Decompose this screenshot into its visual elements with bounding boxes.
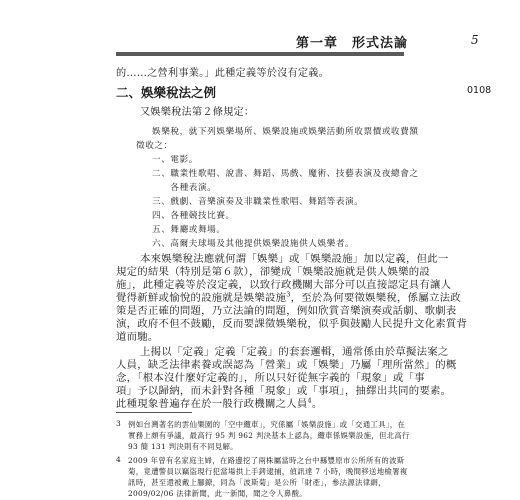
paragraph-line: 項」予以歸納，而未針對各種「現象」或「事項」，抽繹出共同的要素。 <box>116 385 452 397</box>
footnote-line: 菊，竟遭警員以竊盜現行犯當場拱上手銬逮捕，偵訊達 7 小時，晚間移送地檢署複 <box>128 467 408 476</box>
quote-line: 徵收之： <box>136 141 173 151</box>
section-title: 二、娛樂稅法之例 <box>116 85 217 100</box>
quote-line: 一、電影。 <box>152 155 198 165</box>
quote-line: 各種表演。 <box>152 183 217 193</box>
footnote-ref: 3 <box>286 290 291 299</box>
quote-line: 三、戲劇、音樂演奏及非職業性歌唱、舞蹈等表演。 <box>152 197 364 207</box>
paragraph-line: 規定的結果（特別是第６款），卻變成「娛樂設施就是供人娛樂的設 <box>116 266 431 278</box>
paragraph-text: 此種現象普遍存在於一般行政機關之人員 <box>116 398 308 410</box>
footnote-number: 3 <box>116 419 122 428</box>
section-number: 0108 <box>467 85 492 96</box>
paragraph-line: 人員，缺乏法律素養或誤認為「營業」或「娛樂」乃屬「理所當然」的概 <box>116 359 457 371</box>
footnote-ref: 4 <box>307 396 312 405</box>
paragraph-line <box>116 395 323 410</box>
chapter-title: 第一章 形式法論 <box>296 36 409 51</box>
quote-line: 六、高爾夫球場及其他提供娛樂設施供人娛樂者。 <box>152 239 355 249</box>
paragraph-line: 策是否正確的問題，乃立法論的問題，例如欣賞音樂演奏或話劇、歌劇表 <box>116 305 457 317</box>
intro-line: 的……之營利事業。」此種定義等於沒有定義。 <box>116 68 330 79</box>
quote-line: 娛樂稅，就下列娛樂場所、娛樂設施或娛樂活動所收票價或收費額 <box>152 127 419 137</box>
paragraph-line: 上揭以「定義」定義「定義」的套套邏輯，通常係由於草擬法案之 <box>140 346 449 358</box>
quote-line: 二、職業性歌唱、說書、舞蹈、馬戲、魔術、技藝表演及夜總會之 <box>152 169 419 179</box>
page-number: 5 <box>471 33 479 47</box>
quote-line: 四、各種競技比賽。 <box>152 211 235 221</box>
paragraph-line: 施」，此種定義等於沒定義，以致行政機關大部分可以直接認定具有讓人 <box>116 279 452 291</box>
footnote-line: 實務上頗有爭議，最高行 95 判 962 判決基本上認為，纜車係娛樂設施，但北高行 <box>128 431 410 440</box>
paragraph-text: ，至於為何要徵娛樂稅，係屬立法政 <box>290 292 461 304</box>
paragraph-text: 覺得新鮮或愉悅的設施就是娛樂設施 <box>116 292 287 304</box>
footnote-line: 2009/02/06 法律新聞，此一新聞，聞之令人鼻酸。 <box>128 489 307 498</box>
footnote-line: 例如台灣著名的雲仙樂園的「空中纜車」，究係屬「娛樂設施」或「交通工具」，在 <box>128 420 406 429</box>
header-rule <box>116 52 404 56</box>
paragraph-line: 演，政府不但不鼓勵，反而要課徵娛樂稅，似乎與鼓勵人民提升文化素質背 <box>116 318 468 330</box>
paragraph-line: 本來娛樂稅法應就何謂「娛樂」或「娛樂設施」加以定義，但此一 <box>140 253 449 265</box>
paragraph-text: 。 <box>311 398 323 410</box>
paragraph-line: 念，「根本沒什麼好定義的」，所以只好從無字義的「現象」或「事 <box>116 372 425 384</box>
footnote-number: 4 <box>116 455 122 464</box>
paragraph-line: 道而馳。 <box>116 331 159 343</box>
quote-line: 五、舞廳或舞場。 <box>152 225 226 235</box>
footnote-line: 訊時，甚至還被戴上腳鐐，同為「波斯菊」是公所「財產」，參法源法律網， <box>128 478 386 487</box>
footnote-line: 93 簡 131 判決則有不同見解。 <box>128 442 238 451</box>
law-intro: 又娛樂稅法第２條規定： <box>140 107 255 118</box>
footnote-separator <box>116 412 192 413</box>
footnote-line: 2009 年曾有名家庭主婦，在路邊挖了兩株屬當時之台中縣豐原市公所所有的波斯 <box>128 456 405 465</box>
